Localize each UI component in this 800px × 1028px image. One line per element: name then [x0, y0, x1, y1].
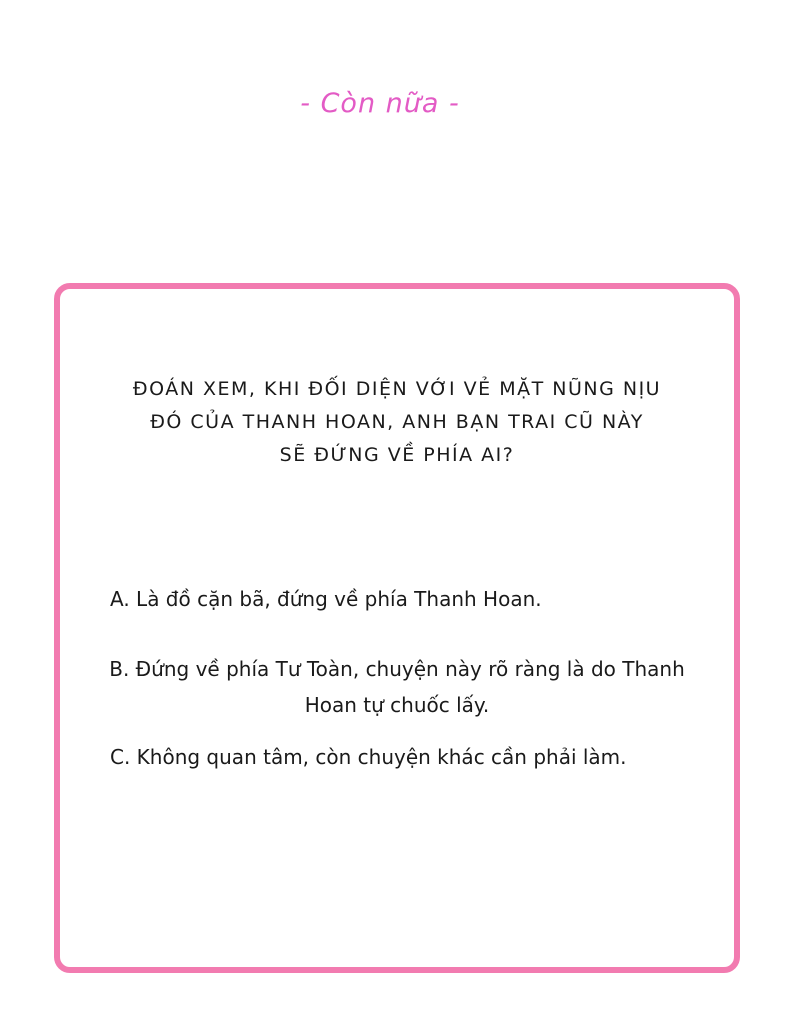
option-b-line: Hoan tự chuốc lấy. [304, 693, 490, 717]
option-a-text: A. Là đồ cặn bã, đứng về phía Thanh Hoan. [110, 587, 542, 611]
option-c [110, 739, 627, 775]
question-line: ĐÓ CỦA THANH HOAN, ANH BẠN TRAI CŨ NÀY [150, 411, 644, 433]
quiz-options [60, 289, 734, 967]
continue-heading: - Còn nữa - [300, 88, 460, 119]
question-line: ĐOÁN XEM, KHI ĐỐI DIỆN VỚI VẺ MẶT NŨNG NỊU [132, 378, 662, 400]
question-line: SẼ ĐỨNG VỀ PHÍA AI? [279, 444, 515, 466]
option-a [110, 581, 542, 617]
option-b [60, 651, 734, 723]
option-c-text: C. Không quan tâm, còn chuyện khác cần phải làm. [110, 745, 627, 769]
option-b-line: B. Đứng về phía Tư Toàn, chuyện này rõ ràng là do Thanh [109, 657, 685, 681]
quiz-card [54, 283, 740, 973]
